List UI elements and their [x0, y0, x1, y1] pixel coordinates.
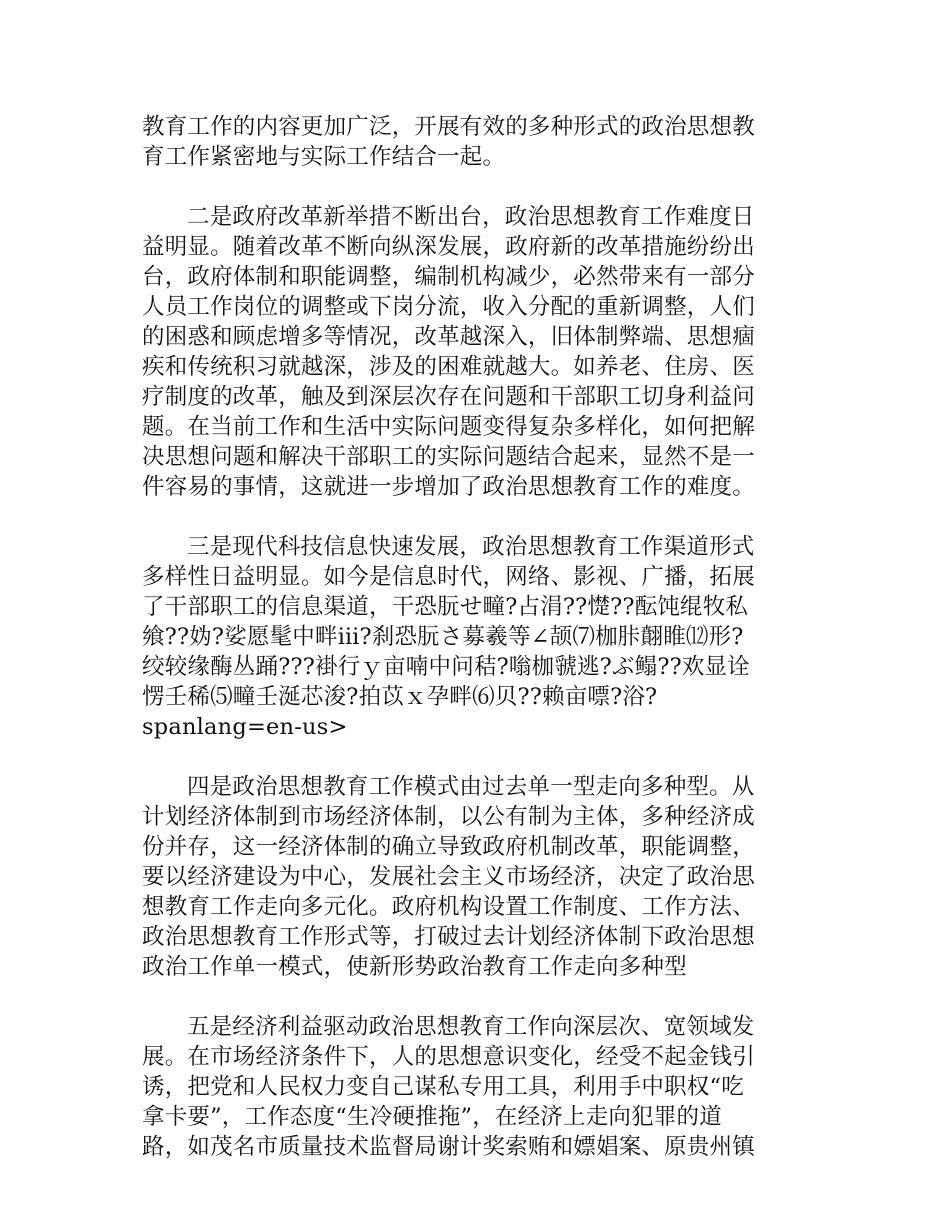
- text-line: 四是政治思想教育工作模式由过去单一型走向多种型。从: [187, 774, 755, 800]
- text-line: 益明显。随着改革不断向纵深发展，政府新的改革措施纷纷出: [142, 234, 755, 260]
- text-line: 题。在当前工作和生活中实际问题变得复杂多样化，如何把解: [142, 414, 755, 440]
- text-line: 要以经济建设为中心，发展社会主义市场经济，决定了政治思: [142, 864, 755, 890]
- text-line: 疗制度的改革，触及到深层次存在问题和干部职工切身利益问: [142, 384, 755, 410]
- text-line: 路，如茂名市质量技术监督局谢计奖索贿和嫖娼案、原贵州镇: [142, 1134, 755, 1160]
- text-line: 了干部职工的信息渠道，干恐朊せ疃?占涓??憷??酝饨绲牧私: [142, 594, 749, 620]
- text-line: 政治工作单一模式，使新形势政治教育工作走向多种型: [142, 954, 687, 980]
- text-line: 教育工作的内容更加广泛，开展有效的多种形式的政治思想教: [142, 114, 755, 140]
- text-line: 的困惑和顾虑增多等情况，改革越深入，旧体制弊端、思想痼: [142, 324, 755, 350]
- text-line: 拿卡要”，工作态度“生冷硬推拖”，在经济上走向犯罪的道: [142, 1104, 722, 1130]
- text-line: 三是现代科技信息快速发展，政治思想教育工作渠道形式: [187, 534, 755, 560]
- document-body: [142, 112, 812, 1192]
- text-line: 二是政府改革新举措不断出台，政治思想教育工作难度日: [187, 204, 755, 230]
- text-line: 展。在市场经济条件下，人的思想意识变化，经受不起金钱引: [142, 1044, 755, 1070]
- text-line: 愣壬稀⑸疃壬涎芯浚?拍苡ｘ孕畔⑹贝??赖亩嘌?浴?: [142, 684, 658, 710]
- paragraph-work-model: [142, 772, 812, 982]
- text-line: 台，政府体制和职能调整，编制机构减少，必然带来有一部分: [142, 264, 755, 290]
- text-line: 份并存，这一经济体制的确立导致政府机制改革，职能调整，: [142, 834, 755, 860]
- text-line: 人员工作岗位的调整或下岗分流，收入分配的重新调整，人们: [142, 294, 755, 320]
- text-line: 想教育工作走向多元化。政府机构设置工作制度、工作方法、: [142, 894, 755, 920]
- text-line: 件容易的事情，这就进一步增加了政治思想教育工作的难度。: [142, 474, 755, 500]
- text-line: 五是经济利益驱动政治思想教育工作向深层次、宽领域发: [187, 1014, 755, 1040]
- text-line: 多样性日益明显。如今是信息时代，网络、影视、广播，拓展: [142, 564, 755, 590]
- text-line: 绞较缘酶丛踊???褂行ｙ亩喃中问秸?嗡枷虢逃?ぶ鳎??欢显诠: [142, 654, 750, 680]
- text-line: 飨??妫?娑愿髦中畔ⅲ?刹恐朊さ募羲等∠颉⑺枷胩翸睢⑿形?: [142, 624, 744, 650]
- paragraph-reform-difficulty: [142, 202, 812, 502]
- paragraph-continuation: [142, 112, 812, 172]
- text-line: 诱，把党和人民权力变自己谋私专用工具，利用手中职权“吃: [142, 1074, 744, 1100]
- text-line: 决思想问题和解决干部职工的实际问题结合起来，显然不是一: [142, 444, 755, 470]
- text-line: 计划经济体制到市场经济体制，以公有制为主体，多种经济成: [142, 804, 755, 830]
- text-line: spanlang=en-us>: [142, 714, 348, 740]
- text-line: 疾和传统积习就越深，涉及的困难就越大。如养老、住房、医: [142, 354, 755, 380]
- text-line: 政治思想教育工作形式等，打破过去计划经济体制下政治思想: [142, 924, 755, 950]
- text-line: 育工作紧密地与实际工作结合一起。: [142, 144, 506, 170]
- paragraph-economic-interest: [142, 1012, 812, 1162]
- paragraph-information-channels: [142, 532, 812, 742]
